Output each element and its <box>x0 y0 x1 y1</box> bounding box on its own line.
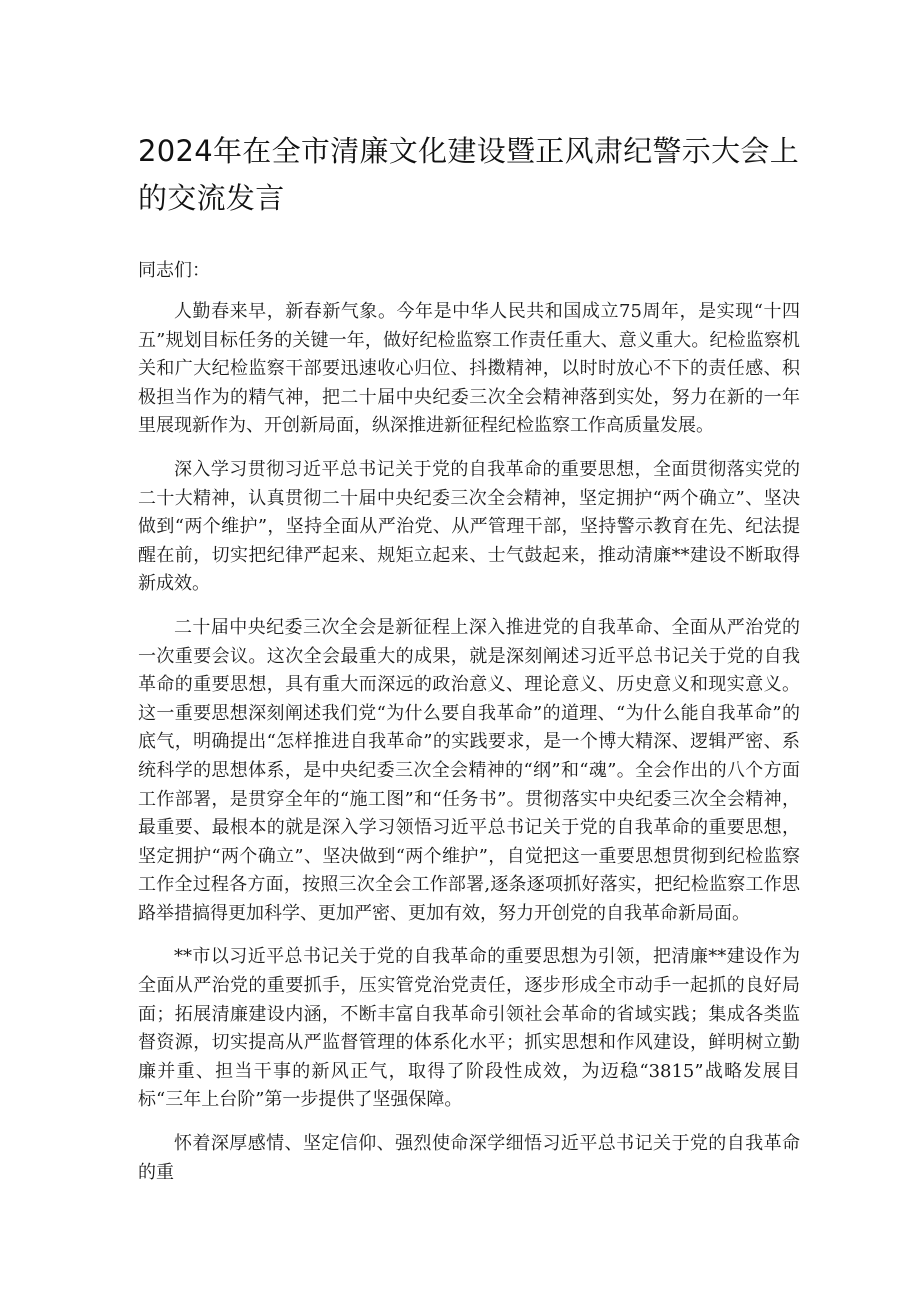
paragraph-4: **市以习近平总书记关于党的自我革命的重要思想为引领，把清廉**建设作为全面从严治党的重要抓手，压实管党治党责任，逐步形成全市动手一起抓的良好局面；拓展清廉建设内涵，不断丰富自我革命引领社会革命的省域实践；集成各类监督资源，切实提高从严监督管理的体系化水平；抓实思想和作风建设，鲜明树立勤廉并重、担当干事的新风正气，取得了阶段性成效，为迈稳“3815”战略发展目标“三年上台阶”第一步提供了坚强保障。 <box>138 946 800 1111</box>
paragraph-3: 二十届中央纪委三次全会是新征程上深入推进党的自我革命、全面从严治党的一次重要会议。这次全会最重大的成果，就是深刻阐述习近平总书记关于党的自我革命的重要思想，具有重大而深远的政治意义、理论意义、历史意义和现实意义。这一重要思想深刻阐述我们党“为什么要自我革命”的道理、“为什么能自我革命”的底气，明确提出“怎样推进自我革命”的实践要求，是一个博大精深、逻辑严密、系统科学的思想体系，是中央纪委三次全会精神的“纲”和“魂”。全会作出的八个方面工作部署，是贯穿全年的“施工图”和“任务书”。贯彻落实中央纪委三次全会精神，最重要、最根本的就是深入学习领悟习近平总书记关于党的自我革命的重要思想，坚定拥护“两个确立”、坚决做到“两个维护”，自觉把这一重要思想贯彻到纪检监察工作全过程各方面，按照三次全会工作部署,逐条逐项抓好落实，把纪检监察工作思路举措搞得更加科学、更加严密、更加有效，努力开创党的自我革命新局面。 <box>138 616 800 924</box>
greeting: 同志们： <box>138 260 210 281</box>
paragraph-2: 深入学习贯彻习近平总书记关于党的自我革命的重要思想，全面贯彻落实党的二十大精神，认真贯彻二十届中央纪委三次全会精神，坚定拥护“两个确立”、坚决做到“两个维护”，坚持全面从严治党、从严管理干部，坚持警示教育在先、纪法提醒在前，切实把纪律严起来、规矩立起来、士气鼓起来，推动清廉**建设不断取得新成效。 <box>138 458 800 595</box>
paragraph-5: 怀着深厚感情、坚定信仰、强烈使命深学细悟习近平总书记关于党的自我革命的重 <box>138 1133 800 1183</box>
paragraph-1: 人勤春来早，新春新气象。今年是中华人民共和国成立75周年，是实现“十四五”规划目标任务的关键一年，做好纪检监察工作责任重大、意义重大。纪检监察机关和广大纪检监察干部要迅速收心归位、抖擞精神，以时时放心不下的责任感、积极担当作为的精气神，把二十届中央纪委三次全会精神落到实处，努力在新的一年里展现新作为、开创新局面，纵深推进新征程纪检监察工作高质量发展。 <box>138 301 800 437</box>
document-title: 2024年在全市清廉文化建设暨正风肃纪警示大会上的交流发言 <box>138 134 800 215</box>
